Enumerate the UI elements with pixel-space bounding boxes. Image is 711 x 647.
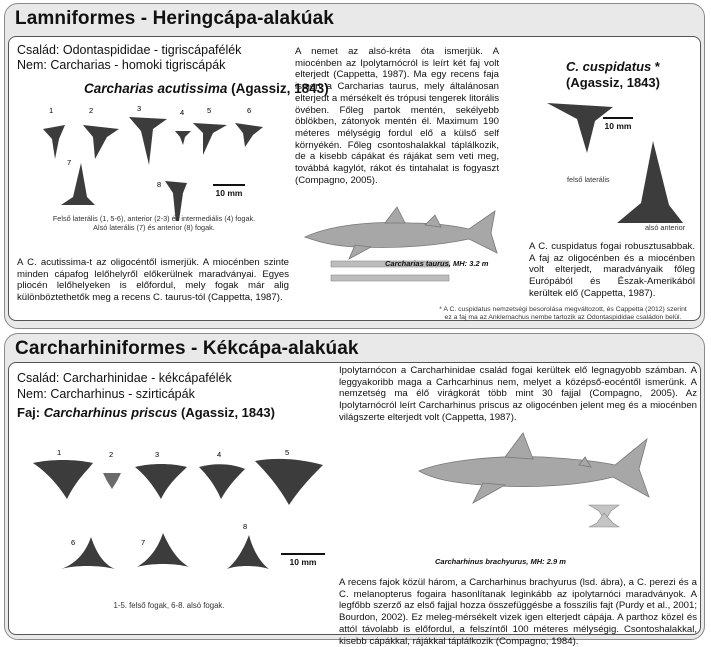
acutissima-scale-bar: 10 mm xyxy=(213,184,245,198)
cuspidatus-footnote: * A C. cuspidatus nemzetségi besorolása megváltozott, és Cappetta (2012) szerint ez a faj ma az Anklemachus nembe tartozik az Odontaspididae családon belül. xyxy=(439,306,687,321)
section-title: Lamniformes - Heringcápa-alakúak xyxy=(15,8,334,29)
carcharhiniformes-panel xyxy=(4,333,705,647)
carcharhinus-brachyurus-illustration xyxy=(413,427,653,537)
tooth-3 xyxy=(129,117,167,165)
tooth-number-8: 8 xyxy=(157,180,162,189)
tooth-6 xyxy=(235,123,263,147)
section-title: Carcharhiniformes - Kékcápa-alakúak xyxy=(15,338,359,359)
upper-lateral-label: felső laterális xyxy=(567,175,610,184)
genus-label: Nem: Carcharhinus - szirticápák xyxy=(17,387,195,401)
tooth-number-3: 3 xyxy=(137,104,142,113)
species-author: (Agassiz, 1843) xyxy=(177,405,275,420)
tooth-3 xyxy=(135,464,187,499)
acutissima-figure-caption: Felső laterális (1, 5-6), anterior (2-3) és intermediális (4) fogak. Alsó laterális (7) és anterior (8) fogak. xyxy=(52,214,256,232)
lamniformes-content-box xyxy=(8,36,701,321)
genus-label: Nem: Carcharias - homoki tigriscápák xyxy=(17,58,226,72)
tooth-6 xyxy=(61,537,115,569)
priscus-scale-bar: 10 mm xyxy=(281,553,325,567)
tooth-number-2: 2 xyxy=(109,450,114,459)
species-author: (Agassiz, 1843) xyxy=(227,81,329,96)
tooth-5 xyxy=(193,123,227,155)
carcharias-description: A nemet az alsó-kréta óta ismerjük. A miocénben az Ipolytarnócról is leírt két faj volt elterjedt (Cappetta, 1987). Ma egy recens faja ismert a Carcharias taurus, mely általánosan elterjedt a mérsékelt és trópusi tengerek litorális övében. Főleg partok mentén, sekélyebb öblökben, zátonyok mentén él. Maximum 190 méteres mélységig fordul elő a külső self környékén. Főleg csontoshalakkal táplálkozik, de a kisebb cápákat és rájákat sem veti meg, továbbá kagylót, rákot és tintahalat is fogyaszt (Compagno, 2005). xyxy=(295,46,499,186)
lamniformes-panel xyxy=(4,3,705,329)
carcharias-taurus-illustration xyxy=(301,203,501,293)
tooth-number-4: 4 xyxy=(180,108,185,117)
carcharhinidae-description: Ipolytarnócon a Carcharhinidae család fogai kerültek elő legnagyobb számban. A leggyakoribb maga a Carhcarhinus nem, melyet a középső-eocéntől ismerünk. A nemzetség ma élő virágkorát több mint 30 fajjal (Compagno, 2005). Az Ipolytarnócról leírt Carcharhinus priscus az oligocénben jelent meg és a miocénben világszerte elterjedt volt (Cappetta, 1987). xyxy=(339,365,697,423)
tooth-number-5: 5 xyxy=(207,106,212,115)
tooth-5 xyxy=(255,459,323,505)
species-name: Carcharias acutissima xyxy=(84,81,228,96)
priscus-figure-caption: 1-5. felső fogak, 6-8. alsó fogak. xyxy=(113,601,225,610)
tooth-8 xyxy=(227,535,269,569)
species-name: Carcharhinus priscus xyxy=(43,405,178,420)
tooth-number-2: 2 xyxy=(89,106,94,115)
cuspidatus-scale-bar: 10 mm xyxy=(603,117,633,131)
cuspidatus-lower-tooth xyxy=(617,141,683,223)
tooth-number-7: 7 xyxy=(67,158,72,167)
family-label: Család: Odontaspididae - tigriscápafélék xyxy=(17,43,242,57)
tooth-number-1: 1 xyxy=(57,448,62,457)
tooth-7 xyxy=(61,163,95,205)
acutissima-teeth-figure xyxy=(37,101,277,221)
tooth-number-4: 4 xyxy=(217,450,222,459)
tooth-4 xyxy=(175,131,191,145)
tooth-number-6: 6 xyxy=(247,106,252,115)
priscus-recent-species-description: A recens fajok közül három, a Carcharhinus brachyurus (lsd. ábra), a C. perezi és a C. melanopterus fogaira hasonlítanak leginkább az ipolytarnóci maradványok. A legfőbb szerző az első fajjal hozza összefüggésbe a fosszilis fajt (Purdy et al., 2001; Bourdon, 2002). Ez meleg-mérsékelt vizek igen elterjedt cápája. A parthoz közel és attól távolabb is előfordul, a felszíntől 100 méteres mélységig. Csontoshalakkal, kisebb cápákkal, rájákkal táplálkozik (Compagno, 1984). xyxy=(339,577,697,647)
acutissima-description: A C. acutissima-t az oligocéntől ismerjük. A miocénben szinte minden cápafog lelőhelyről előkerülnek maradványai. Egyes pliocén lelőhelyeken is előfordul, mely fogak már alig különböztethetők meg a recens C. taurus-tól (Cappetta, 1987). xyxy=(17,257,289,304)
tooth-number-6: 6 xyxy=(71,538,76,547)
lower-anterior-label: alsó anterior xyxy=(645,223,686,232)
tooth-number-7: 7 xyxy=(141,538,146,547)
tooth-number-8: 8 xyxy=(243,522,248,531)
carcharias-taurus-caption: Carcharias taurus, MH: 3.2 m xyxy=(385,259,489,268)
tooth-1 xyxy=(43,125,65,159)
family-label: Család: Carcharhinidae - kékcápafélék xyxy=(17,371,232,385)
species-heading: Faj: Carcharhinus priscus (Agassiz, 1843) xyxy=(17,405,275,420)
cuspidatus-heading: C. cuspidatus * (Agassiz, 1843) xyxy=(566,59,660,90)
species-heading xyxy=(84,81,329,96)
tooth-4 xyxy=(199,464,245,499)
carcharhiniformes-content-box xyxy=(8,362,701,647)
tooth-2 xyxy=(103,473,121,489)
tooth-2 xyxy=(83,125,119,159)
carcharhinus-brachyurus-caption: Carcharhinus brachyurus, MH: 2.9 m xyxy=(435,557,566,566)
cuspidatus-description: A C. cuspidatus fogai robusztusabbak. A faj az oligocénben és a miocénben volt elterjedt, maradványaik főleg Európából és Észak-Amerikából kerültek elő (Cappetta, 1987). xyxy=(529,241,695,299)
tooth-number-1: 1 xyxy=(49,106,54,115)
tooth-number-3: 3 xyxy=(155,450,160,459)
tooth-number-5: 5 xyxy=(285,448,290,457)
tooth-1 xyxy=(33,460,93,499)
